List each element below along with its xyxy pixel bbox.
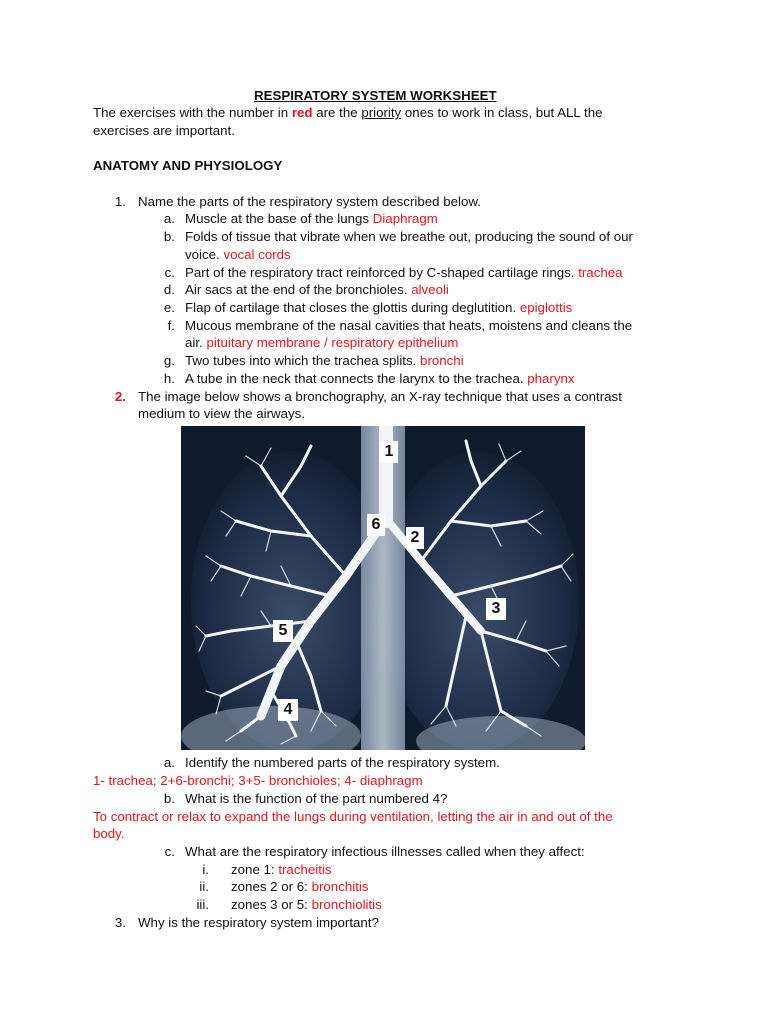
image-label-4: 4 [278,699,298,721]
item-text: What is the function of the part numbered 4? [185,791,448,806]
item-letter: g. [163,353,175,368]
question-text: The image below shows a bronchography, an X-ray technique that uses a contrast [138,389,622,404]
answer-a: 1- trachea; 2+6-bronchi; 3+5- bronchioles; 4- diaphragm [93,773,423,788]
item-text: zones 3 or 5: [231,897,312,912]
item-answer: pituitary membrane / respiratory epithelium [206,335,459,350]
item-text: Muscle at the base of the lungs [185,211,373,226]
item-answer: bronchitis [311,879,369,894]
item-text: Two tubes into which the trachea splits. [185,353,421,368]
item-text: air. [185,335,207,350]
item-text: Flap of cartilage that closes the glottis during deglutition. [185,300,520,315]
item-answer: Diaphragm [372,211,438,226]
item-answer: trachea [578,265,623,280]
intro-text: ones to work in class, but ALL the [401,105,603,120]
question-number: 1. [114,194,126,209]
item-text: voice. [185,247,224,262]
item-roman: i. [202,862,209,877]
image-label-5: 5 [273,620,293,642]
list-item-continued [185,334,458,351]
item-letter: a. [163,755,175,770]
item-letter: d. [163,282,175,297]
item-text: Part of the respiratory tract reinforced by C-shaped cartilage rings. [185,265,579,280]
item-answer: bronchiolitis [311,897,382,912]
item-answer: alveoli [411,282,449,297]
item-text: Identify the numbered parts of the respiratory system. [185,755,500,770]
answer-b: To contract or relax to expand the lungs during ventilation, letting the air in and out of the [93,809,613,824]
intro-text: The exercises with the number in [93,105,292,120]
item-text: What are the respiratory infectious illnesses called when they affect: [185,844,585,859]
question-text: Why is the respiratory system important? [138,915,379,930]
image-label-3: 3 [486,598,506,620]
list-item-continued [185,246,291,263]
answer-b-continued: body. [93,826,125,841]
section-heading: ANATOMY AND PHYSIOLOGY [93,158,283,173]
question-number: 2. [114,389,126,404]
priority-word: priority [361,105,402,120]
intro-line-1 [93,104,603,121]
item-letter: a. [163,211,175,226]
item-answer: pharynx [527,371,575,386]
item-letter: h. [163,371,175,386]
image-label-2: 2 [406,527,424,549]
worksheet-title: RESPIRATORY SYSTEM WORKSHEET [254,88,497,103]
item-roman: iii. [196,897,209,912]
item-text: Air sacs at the end of the bronchioles. [185,282,412,297]
item-answer: vocal cords [223,247,291,262]
question-number: 3. [114,915,126,930]
question-text: Name the parts of the respiratory system described below. [138,194,481,209]
item-text: zone 1: [231,862,279,877]
item-answer: tracheitis [278,862,332,877]
item-letter: b. [163,791,175,806]
bronchography-image [181,426,585,750]
item-letter: c. [164,265,175,280]
item-letter: f. [167,318,175,333]
question-text-continued: medium to view the airways. [138,406,306,421]
item-answer: epiglottis [519,300,573,315]
item-letter: b. [163,229,175,244]
item-answer: bronchi [420,353,464,368]
item-letter: c. [164,844,175,859]
item-text: A tube in the neck that connects the larynx to the trachea. [185,371,528,386]
item-text: Mucous membrane of the nasal cavities that heats, moistens and cleans the [185,318,633,333]
item-roman: ii. [199,879,209,894]
xray-illustration [181,426,585,750]
intro-text: are the [312,105,362,120]
item-text: Folds of tissue that vibrate when we breathe out, producing the sound of our [185,229,633,244]
intro-line-2: exercises are important. [93,123,235,138]
red-word: red [291,105,313,120]
item-letter: e. [163,300,175,315]
image-label-1: 1 [380,441,398,463]
image-label-6: 6 [367,514,385,536]
item-text: zones 2 or 6: [231,879,312,894]
